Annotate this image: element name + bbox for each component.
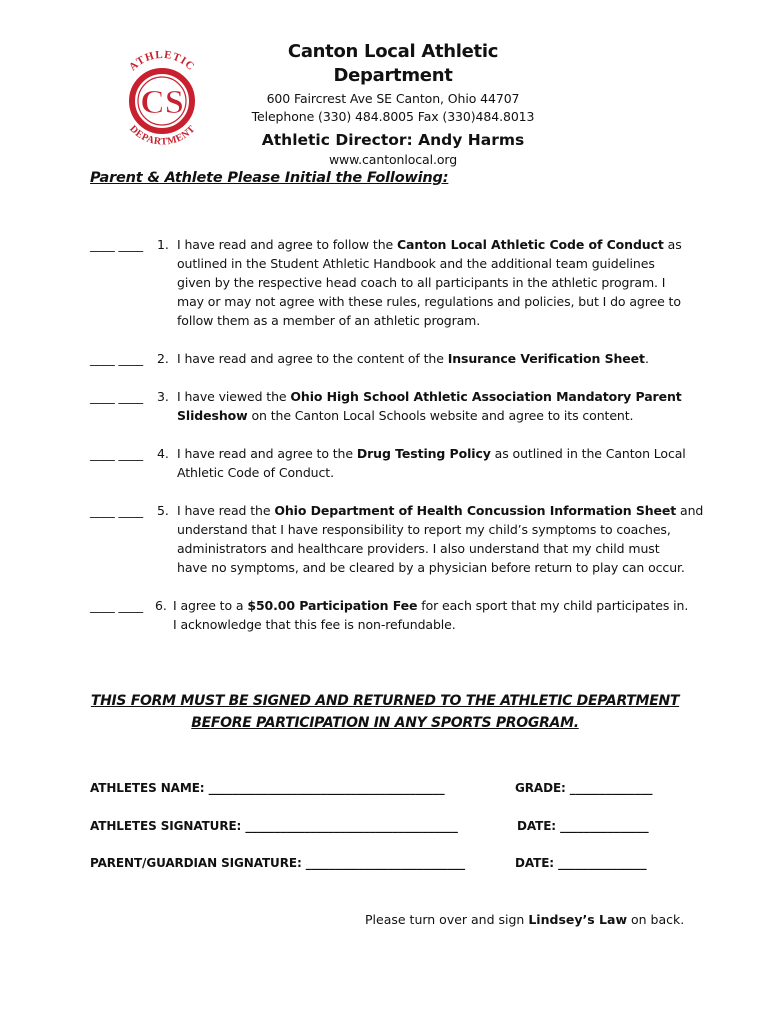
item-text-segment: I have read and agree to the xyxy=(177,446,357,461)
logo-letters: CS xyxy=(140,84,184,121)
item-text-segment: I acknowledge that this fee is non-refundable. xyxy=(173,617,456,632)
item-text xyxy=(177,349,649,368)
item-text-line xyxy=(177,387,682,406)
item-text-segment: may or may not agree with these rules, regulations and policies, but I do agree to xyxy=(177,294,681,309)
item-text xyxy=(177,387,682,425)
item-text-line xyxy=(177,311,682,330)
initial-blanks[interactable]: ____ ____ xyxy=(90,446,144,461)
item-text xyxy=(177,444,686,482)
item-emphasis: Ohio Department of Health Concussion Information Sheet xyxy=(274,503,677,518)
grade-field[interactable]: GRADE: ______________ xyxy=(515,781,653,795)
item-text-line xyxy=(177,539,703,558)
footer-pre: Please turn over and sign xyxy=(365,912,529,927)
athletic-department-logo xyxy=(110,38,215,158)
department-title: Canton Local Athletic Department xyxy=(287,41,499,86)
initial-instruction: Parent & Athlete Please Initial the Following: xyxy=(90,170,449,186)
item-emphasis: Insurance Verification Sheet xyxy=(447,351,645,366)
return-notice xyxy=(80,690,690,734)
logo-top-text: ATHLETIC xyxy=(126,48,198,74)
item-number: 6. xyxy=(155,598,167,613)
item-text-segment: I have read and agree to follow the xyxy=(177,237,397,252)
item-text-line xyxy=(177,254,682,273)
item-text-segment: as outlined in the Canton Local xyxy=(490,446,686,461)
item-text-segment: given by the respective head coach to all participants in the athletic program. I xyxy=(177,275,666,290)
item-text-segment: I have viewed the xyxy=(177,389,291,404)
item-text-line xyxy=(177,501,703,520)
item-emphasis: Drug Testing Policy xyxy=(356,446,491,461)
item-text-line xyxy=(177,273,682,292)
item-text-line xyxy=(173,615,688,634)
turn-over-note xyxy=(365,912,684,927)
item-number: 2. xyxy=(157,351,169,366)
footer-post: on back. xyxy=(627,912,685,927)
item-text-segment: and xyxy=(676,503,704,518)
item-text-segment: I have read and agree to the content of the xyxy=(177,351,448,366)
notice-line-2: BEFORE PARTICIPATION IN ANY SPORTS PROGRAM. xyxy=(191,715,579,731)
item-text-segment: Athletic Code of Conduct. xyxy=(177,465,334,480)
department-phone: Telephone (330) 484.8005 Fax (330)484.8013 xyxy=(251,109,535,124)
parent-signature-field[interactable]: PARENT/GUARDIAN SIGNATURE: ___________________________ xyxy=(90,856,466,870)
item-emphasis: $50.00 Participation Fee xyxy=(247,598,418,613)
item-text xyxy=(177,235,682,330)
item-text-line xyxy=(177,463,686,482)
initial-blanks[interactable]: ____ ____ xyxy=(90,389,144,404)
item-text-line xyxy=(173,596,688,615)
item-number: 3. xyxy=(157,389,169,404)
item-text xyxy=(173,596,688,634)
item-text-segment: outlined in the Student Athletic Handbook and the additional team guidelines xyxy=(177,256,655,271)
item-text-segment: as xyxy=(663,237,682,252)
athletic-director: Athletic Director: Andy Harms xyxy=(261,131,525,149)
item-number: 1. xyxy=(157,237,169,252)
letterhead xyxy=(232,40,554,169)
item-text-segment: I agree to a xyxy=(173,598,248,613)
item-text-line xyxy=(177,444,686,463)
item-text-line xyxy=(177,292,682,311)
athlete-name-field[interactable]: ATHLETES NAME: ________________________________________ xyxy=(90,781,445,795)
item-text-segment: on the Canton Local Schools website and agree to its content. xyxy=(247,408,634,423)
lindseys-law: Lindsey’s Law xyxy=(528,912,627,927)
item-text-line xyxy=(177,235,682,254)
initial-blanks[interactable]: ____ ____ xyxy=(90,351,144,366)
item-text-segment: understand that I have responsibility to report my child’s symptoms to coaches, xyxy=(177,522,671,537)
item-text-line xyxy=(177,558,703,577)
athlete-signature-field[interactable]: ATHLETES SIGNATURE: ____________________________________ xyxy=(90,819,458,833)
initial-blanks[interactable]: ____ ____ xyxy=(90,237,144,252)
item-number: 4. xyxy=(157,446,169,461)
department-address: 600 Faircrest Ave SE Canton, Ohio 44707 xyxy=(266,91,520,106)
item-text xyxy=(177,501,703,577)
notice-line-1: THIS FORM MUST BE SIGNED AND RETURNED TO THE ATHLETIC DEPARTMENT xyxy=(90,693,680,709)
item-text-segment: follow them as a member of an athletic program. xyxy=(177,313,481,328)
item-number: 5. xyxy=(157,503,169,518)
initial-blanks[interactable]: ____ ____ xyxy=(90,503,144,518)
logo-bottom-text: DEPARTMENT xyxy=(127,123,198,148)
item-text-line xyxy=(177,520,703,539)
item-text-segment: have no symptoms, and be cleared by a physician before return to play can occur. xyxy=(177,560,685,575)
item-text-segment: administrators and healthcare providers. I also understand that my child must xyxy=(177,541,660,556)
parent-date-field[interactable]: DATE: _______________ xyxy=(515,856,647,870)
item-text-segment: . xyxy=(644,351,649,366)
initial-blanks[interactable]: ____ ____ xyxy=(90,598,144,613)
item-text-segment: I have read the xyxy=(177,503,275,518)
item-emphasis: Ohio High School Athletic Association Mandatory Parent xyxy=(290,389,682,404)
athlete-date-field[interactable]: DATE: _______________ xyxy=(517,819,649,833)
item-text-line xyxy=(177,406,682,425)
item-emphasis: Slideshow xyxy=(177,408,248,423)
item-emphasis: Canton Local Athletic Code of Conduct xyxy=(396,237,664,252)
item-text-line xyxy=(177,349,649,368)
item-text-segment: for each sport that my child participates in. xyxy=(417,598,689,613)
department-website: www.cantonlocal.org xyxy=(328,152,458,167)
